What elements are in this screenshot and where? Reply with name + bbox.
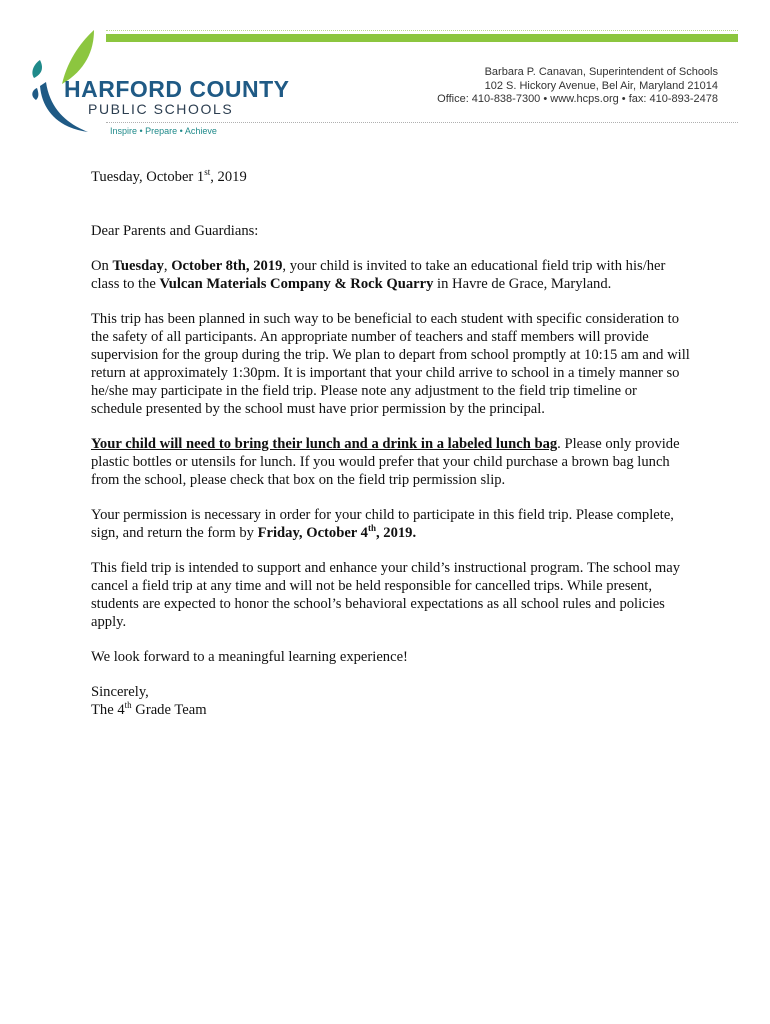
paragraph-policy: This field trip is intended to support and enhance your child’s instructional program. The school may cancel a field trip at any time and will not be held responsible for cancelled trips. While present, students are expected to honor the school’s behavioral expectations as all school rules and policies apply. xyxy=(91,560,681,630)
org-subtitle: PUBLIC SCHOOLS xyxy=(88,101,234,117)
lunch-emphasis: Your child will need to bring their lunch and a drink in a labeled lunch bag xyxy=(91,436,558,452)
top-dotted-line xyxy=(106,30,738,31)
letter-date: Tuesday, October 1st, 2019 xyxy=(91,167,247,185)
contact-line-superintendent: Barbara P. Canavan, Superintendent of Schools xyxy=(484,66,718,78)
salutation: Dear Parents and Guardians: xyxy=(91,223,259,239)
org-name: HARFORD COUNTY xyxy=(64,76,290,102)
paragraph-safety: This trip has been planned in such way to be beneficial to each student with specific consideration to the safety of all participants. An appropriate number of teachers and staff members will provide supervision for the group during the trip. We plan to depart from school promptly at 10:15 am and will return at approximately 1:30pm. It is important that your child arrive to school in a timely manner so he/she may participate in the field trip. Please note any adjustment to the field trip timeline or schedule presented by the school must have prior permission by the principal. xyxy=(91,311,690,417)
contact-line-address: 102 S. Hickory Avenue, Bel Air, Maryland 21014 xyxy=(484,79,718,92)
signature: The 4th Grade Team xyxy=(91,700,207,718)
contact-line-phone: Office: 410-838-7300 • www.hcps.org • fax: 410-893-2478 xyxy=(437,93,718,105)
paragraph-closing-note: We look forward to a meaningful learning experience! xyxy=(91,649,408,665)
contact-block xyxy=(437,66,718,107)
paragraph-lunch: Your child will need to bring their lunch and a drink in a labeled lunch bag. Please only provide plastic bottles or utensils for lunch. If you would prefer that your child purchase a brown bag lunch from the school, please check that box on the field trip permission slip. xyxy=(91,436,680,488)
paragraph-permission: Your permission is necessary in order for your child to participate in this field trip. Please complete, sign, and return the form by Friday, October 4th, 2019. xyxy=(91,507,674,541)
letter-body xyxy=(91,168,691,719)
header-divider xyxy=(106,122,738,123)
paragraph-trip-invite: On Tuesday, October 8th, 2019, your child is invited to take an educational field trip with his/her class to the Vulcan Materials Company & Rock Quarry in Havre de Grace, Maryland. xyxy=(91,258,666,292)
closing: Sincerely, xyxy=(91,684,149,700)
tagline: Inspire • Prepare • Achieve xyxy=(110,126,217,136)
header-green-bar xyxy=(106,34,738,42)
